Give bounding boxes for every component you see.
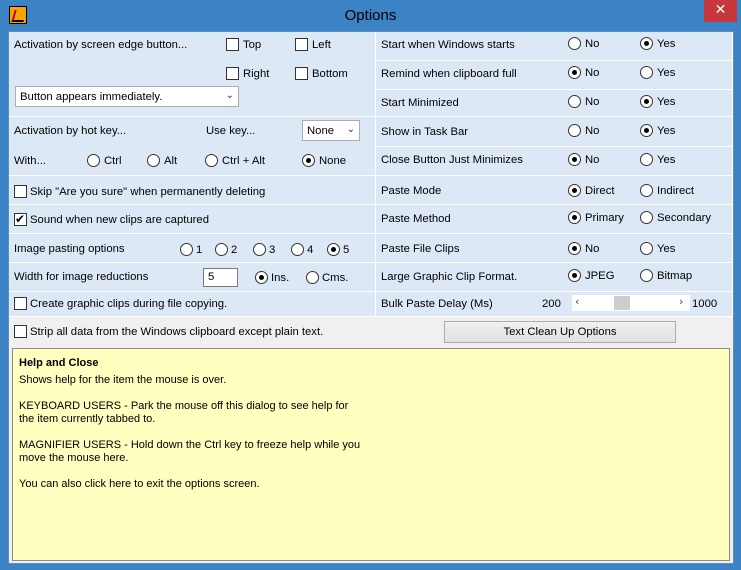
paste-mode-indirect-radio[interactable] bbox=[640, 184, 653, 197]
start-windows-row bbox=[376, 32, 733, 61]
graphic-clips-label: Create graphic clips during file copying. bbox=[30, 298, 228, 310]
scroll-right-icon[interactable]: › bbox=[679, 295, 684, 308]
edge-left-checkbox[interactable] bbox=[295, 38, 308, 51]
help-panel[interactable] bbox=[12, 348, 730, 561]
bulk-paste-max: 1000 bbox=[692, 298, 718, 310]
graphic-clips-checkbox[interactable] bbox=[14, 297, 27, 310]
button-appear-dropdown[interactable] bbox=[15, 86, 239, 107]
width-reduction-row bbox=[9, 263, 376, 292]
hotkey-section bbox=[9, 117, 376, 176]
image-paste-label: Image pasting options bbox=[14, 243, 125, 255]
help-keyboard-line-2: the item currently tabbed to. bbox=[19, 413, 156, 425]
options-client-area bbox=[8, 31, 734, 564]
graphic-format-row bbox=[376, 263, 733, 292]
bulk-paste-label: Bulk Paste Delay (Ms) bbox=[381, 298, 493, 310]
width-reduction-value: 5 bbox=[208, 271, 215, 283]
paste-mode-label: Paste Mode bbox=[381, 185, 442, 197]
sound-row bbox=[9, 205, 376, 234]
strip-checkbox[interactable] bbox=[14, 325, 27, 338]
start-windows-label: Start when Windows starts bbox=[381, 39, 515, 51]
image-paste-4-label: 4 bbox=[307, 244, 314, 256]
paste-method-row bbox=[376, 205, 733, 234]
edge-right-checkbox[interactable] bbox=[226, 67, 239, 80]
paste-file-clips-no-radio[interactable] bbox=[568, 242, 581, 255]
units-inches-radio[interactable] bbox=[255, 271, 268, 284]
close-minimizes-no-label: No bbox=[585, 154, 600, 166]
paste-method-secondary-radio[interactable] bbox=[640, 211, 653, 224]
remind-full-no-label: No bbox=[585, 67, 600, 79]
close-minimizes-no-radio[interactable] bbox=[568, 153, 581, 166]
skip-confirm-checkbox[interactable] bbox=[14, 185, 27, 198]
modifier-ctrl-radio[interactable] bbox=[87, 154, 100, 167]
modifier-ctrl-label: Ctrl bbox=[104, 155, 122, 167]
image-paste-row bbox=[9, 234, 376, 263]
taskbar-label: Show in Task Bar bbox=[381, 126, 469, 138]
strip-label: Strip all data from the Windows clipboard except plain text. bbox=[30, 326, 324, 338]
use-key-dropdown[interactable] bbox=[302, 120, 360, 141]
text-cleanup-button[interactable]: Text Clean Up Options bbox=[444, 321, 676, 343]
taskbar-yes-radio[interactable] bbox=[640, 124, 653, 137]
close-minimizes-yes-label: Yes bbox=[657, 154, 676, 166]
chevron-down-icon: ⌄ bbox=[225, 90, 234, 101]
use-key-value: None bbox=[307, 125, 335, 137]
graphic-clips-row bbox=[9, 292, 376, 317]
use-key-label: Use key... bbox=[206, 125, 256, 137]
taskbar-no-label: No bbox=[585, 125, 600, 137]
start-minimized-label: Start Minimized bbox=[381, 97, 459, 109]
help-keyboard-line-1: KEYBOARD USERS - Park the mouse off this dialog to see help for bbox=[19, 400, 349, 412]
width-reduction-input[interactable] bbox=[203, 268, 238, 287]
edge-activation-label: Activation by screen edge button... bbox=[14, 39, 188, 51]
title-bar[interactable] bbox=[0, 0, 741, 31]
remind-full-yes-label: Yes bbox=[657, 67, 676, 79]
paste-method-label: Paste Method bbox=[381, 213, 451, 225]
paste-file-clips-yes-label: Yes bbox=[657, 243, 676, 255]
start-minimized-no-label: No bbox=[585, 96, 600, 108]
units-inches-label: Ins. bbox=[271, 272, 290, 284]
remind-full-row bbox=[376, 61, 733, 90]
image-paste-1-label: 1 bbox=[196, 244, 203, 256]
remind-full-no-radio[interactable] bbox=[568, 66, 581, 79]
close-minimizes-label: Close Button Just Minimizes bbox=[381, 154, 523, 166]
paste-mode-direct-radio[interactable] bbox=[568, 184, 581, 197]
start-windows-yes-radio[interactable] bbox=[640, 37, 653, 50]
start-minimized-no-radio[interactable] bbox=[568, 95, 581, 108]
image-paste-5-radio[interactable] bbox=[327, 243, 340, 256]
help-title: Help and Close bbox=[19, 357, 99, 369]
edge-activation-section bbox=[9, 32, 376, 117]
edge-top-label: Top bbox=[243, 39, 262, 51]
paste-mode-row bbox=[376, 176, 733, 205]
start-windows-no-label: No bbox=[585, 38, 600, 50]
image-paste-4-radio[interactable] bbox=[291, 243, 304, 256]
scroll-thumb[interactable] bbox=[614, 296, 630, 310]
paste-file-clips-no-label: No bbox=[585, 243, 600, 255]
close-minimizes-row bbox=[376, 147, 733, 176]
help-line: Shows help for the item the mouse is over. bbox=[19, 374, 227, 386]
taskbar-row bbox=[376, 117, 733, 147]
with-label: With... bbox=[14, 155, 47, 167]
help-magnifier-line-1: MAGNIFIER USERS - Hold down the Ctrl key to freeze help while you bbox=[19, 439, 361, 451]
modifier-ctrl-alt-radio[interactable] bbox=[205, 154, 218, 167]
skip-confirm-label: Skip "Are you sure" when permanently deleting bbox=[30, 186, 266, 198]
modifier-alt-label: Alt bbox=[164, 155, 178, 167]
help-magnifier-line-2: move the mouse here. bbox=[19, 452, 129, 464]
image-paste-2-radio[interactable] bbox=[215, 243, 228, 256]
start-minimized-yes-radio[interactable] bbox=[640, 95, 653, 108]
graphic-format-bitmap-radio[interactable] bbox=[640, 269, 653, 282]
start-windows-no-radio[interactable] bbox=[568, 37, 581, 50]
close-button[interactable]: ✕ bbox=[704, 0, 737, 22]
skip-confirm-row bbox=[9, 176, 376, 205]
graphic-format-jpeg-radio[interactable] bbox=[568, 269, 581, 282]
scroll-left-icon[interactable]: ‹ bbox=[575, 295, 580, 308]
graphic-format-bitmap-label: Bitmap bbox=[657, 270, 693, 282]
bulk-paste-min: 200 bbox=[542, 298, 561, 310]
help-exit-line: You can also click here to exit the options screen. bbox=[19, 478, 260, 490]
button-appear-value: Button appears immediately. bbox=[20, 91, 163, 103]
taskbar-no-radio[interactable] bbox=[568, 124, 581, 137]
remind-full-label: Remind when clipboard full bbox=[381, 68, 517, 80]
edge-bottom-label: Bottom bbox=[312, 68, 348, 80]
image-paste-5-label: 5 bbox=[343, 244, 350, 256]
chevron-down-icon: ⌄ bbox=[346, 124, 355, 135]
paste-file-clips-label: Paste File Clips bbox=[381, 243, 460, 255]
image-paste-1-radio[interactable] bbox=[180, 243, 193, 256]
modifier-none-radio[interactable] bbox=[302, 154, 315, 167]
graphic-format-label: Large Graphic Clip Format. bbox=[381, 271, 518, 283]
paste-method-secondary-label: Secondary bbox=[657, 212, 712, 224]
units-cms-label: Cms. bbox=[322, 272, 349, 284]
close-minimizes-yes-radio[interactable] bbox=[640, 153, 653, 166]
bulk-paste-scrollbar[interactable] bbox=[572, 295, 690, 311]
graphic-format-jpeg-label: JPEG bbox=[585, 270, 615, 282]
paste-file-clips-yes-radio[interactable] bbox=[640, 242, 653, 255]
edge-left-label: Left bbox=[312, 39, 331, 51]
modifier-alt-radio[interactable] bbox=[147, 154, 160, 167]
width-reduction-label: Width for image reductions bbox=[14, 271, 149, 283]
image-paste-3-radio[interactable] bbox=[253, 243, 266, 256]
paste-method-primary-radio[interactable] bbox=[568, 211, 581, 224]
modifier-none-label: None bbox=[319, 155, 347, 167]
start-minimized-yes-label: Yes bbox=[657, 96, 676, 108]
window-title: Options bbox=[344, 7, 397, 24]
remind-full-yes-radio[interactable] bbox=[640, 66, 653, 79]
taskbar-yes-label: Yes bbox=[657, 125, 676, 137]
edge-right-label: Right bbox=[243, 68, 270, 80]
hotkey-label: Activation by hot key... bbox=[14, 125, 127, 137]
units-cms-radio[interactable] bbox=[306, 271, 319, 284]
modifier-ctrl-alt-label: Ctrl + Alt bbox=[222, 155, 266, 167]
edge-top-checkbox[interactable] bbox=[226, 38, 239, 51]
image-paste-3-label: 3 bbox=[269, 244, 276, 256]
image-paste-2-label: 2 bbox=[231, 244, 238, 256]
paste-method-primary-label: Primary bbox=[585, 212, 624, 224]
sound-label: Sound when new clips are captured bbox=[30, 214, 209, 226]
sound-checkbox[interactable] bbox=[14, 213, 27, 226]
strip-row bbox=[9, 318, 733, 346]
start-windows-yes-label: Yes bbox=[657, 38, 676, 50]
paste-file-clips-row bbox=[376, 234, 733, 263]
paste-mode-direct-label: Direct bbox=[585, 185, 615, 197]
edge-bottom-checkbox[interactable] bbox=[295, 67, 308, 80]
paste-mode-indirect-label: Indirect bbox=[657, 185, 695, 197]
start-minimized-row bbox=[376, 90, 733, 117]
